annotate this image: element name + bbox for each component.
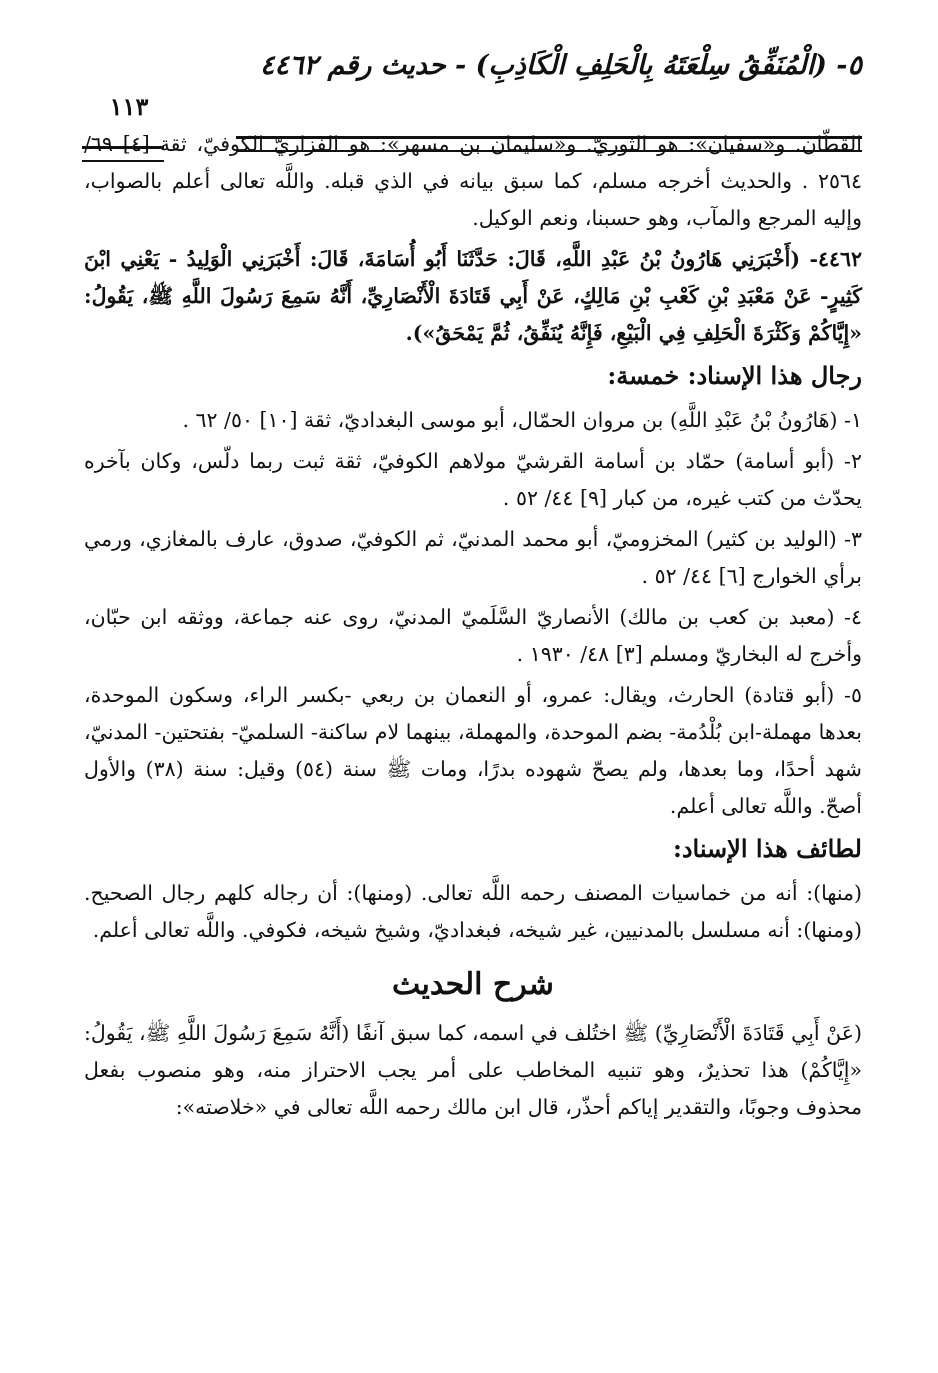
- intro-paragraph: القطّان. و«سفيان»: هو الثوريّ. و«سليمان بن مسهر»: هو الفزاريّ الكوفيّ، ثقة [٤] ٦٩/ ٢٥٦٤ . والحديث أخرجه مسلم، كما سبق بيانه في الذي قبله. واللَّه تعالى أعلم بالصواب، وإليه المرجع والمآب، وهو حسبنا، ونعم الوكيل.: [84, 132, 862, 230]
- narrator-item: ٥- (أبو قتادة) الحارث، ويقال: عمرو، أو النعمان بن ربعي -بكسر الراء، وسكون الموحدة، بعدها مهملة-ابن بُلْدُمة- بضم الموحدة، والمهملة، بينهما لام ساكنة- السلميّ- بفتحتين- المدنيّ، شهد أحدًا، وما بعدها، ولم يصحّ شهوده بدرًا، ومات ﷺ سنة (٥٤) وقيل: سنة (٣٨) والأول أصحّ. واللَّه تعالى أعلم.: [84, 683, 862, 818]
- narrators-heading: رجال هذا الإسناد: خمسة:: [607, 361, 862, 390]
- sharh-heading: شرح الحديث: [392, 967, 554, 1002]
- subtleties-paragraph: (منها): أنه من خماسيات المصنف رحمه اللَّه تعالى. (ومنها): أن رجاله كلهم رجال الصحيح. (ومنها): أنه مسلسل بالمدنيين، غير شيخه، فبغداديّ، وشيخ شيخه، فكوفي. واللَّه تعالى أعلم.: [84, 881, 862, 942]
- running-title: ٥- (الْمُنَفِّقُ سِلْعَتَهُ بِالْحَلِفِ الْكَاذِبِ) - حديث رقم ٤٤٦٢: [260, 50, 862, 81]
- page-body: [84, 126, 862, 1130]
- sharh-paragraph: (عَنْ أَبِي قَتَادَةَ الْأَنْصَارِيِّ) ﷺ اختُلف في اسمه، كما سبق آنفًا (أَنَّهُ سَمِعَ رَسُولَ اللَّهِ ﷺ، يَقُولُ: «إِيَّاكُمْ) هذا تحذيرٌ، وهو تنبيه المخاطب على أمر يجب الاحتراز منه، وهو منصوب بفعل محذوف وجوبًا، والتقدير إياكم أحذّر، قال ابن مالك رحمه اللَّه تعالى في «خلاصته»:: [84, 1021, 862, 1119]
- narrator-item: ٣- (الوليد بن كثير) المخزوميّ، أبو محمد المدنيّ، ثم الكوفيّ، صدوق، عارف بالمغازي، ورمي برأي الخوارج [٦] ٤٤/ ٥٢ .: [84, 527, 862, 588]
- narrator-item: ١- (هَارُونُ بْنُ عَبْدِ اللَّهِ) بن مروان الحمّال، أبو موسى البغداديّ، ثقة [١٠] ٥٠/ ٦٢ .: [182, 408, 862, 432]
- narrator-item: ٤- (معبد بن كعب بن مالك) الأنصاريّ السَّلَميّ المدنيّ، روى عنه جماعة، ووثقه ابن حبّان، وأخرج له البخاريّ ومسلم [٣] ٤٨/ ١٩٣٠ .: [84, 605, 862, 666]
- narrator-item: ٢- (أبو أسامة) حمّاد بن أسامة القرشيّ مولاهم الكوفيّ، ثقة ثبت ربما دلّس، وكان بآخره يحدّث من كتب غيره، من كبار [٩] ٤٤/ ٥٢ .: [84, 449, 862, 510]
- page-number: ١١٣: [109, 92, 149, 121]
- page-header: [82, 50, 862, 121]
- hadith-text: ٤٤٦٢- (أَخْبَرَنِي هَارُونُ بْنُ عَبْدِ اللَّهِ، قَالَ: حَدَّثَنَا أَبُو أُسَامَةَ، قَالَ: أَخْبَرَنِي الْوَلِيدُ - يَعْنِي ابْنَ كَثِيرٍ- عَنْ مَعْبَدِ بْنِ كَعْبِ بْنِ مَالِكٍ، عَنْ أَبِي قَتَادَةَ الْأَنْصَارِيِّ، أَنَّهُ سَمِعَ رَسُولَ اللَّهِ ﷺ، يَقُولُ: «إِيَّاكُمْ وَكَثْرَةَ الْحَلِفِ فِي الْبَيْعِ، فَإِنَّهُ يُنَفِّقُ، ثُمَّ يَمْحَقُ»).: [84, 247, 862, 345]
- subtleties-heading: لطائف هذا الإسناد:: [672, 834, 862, 863]
